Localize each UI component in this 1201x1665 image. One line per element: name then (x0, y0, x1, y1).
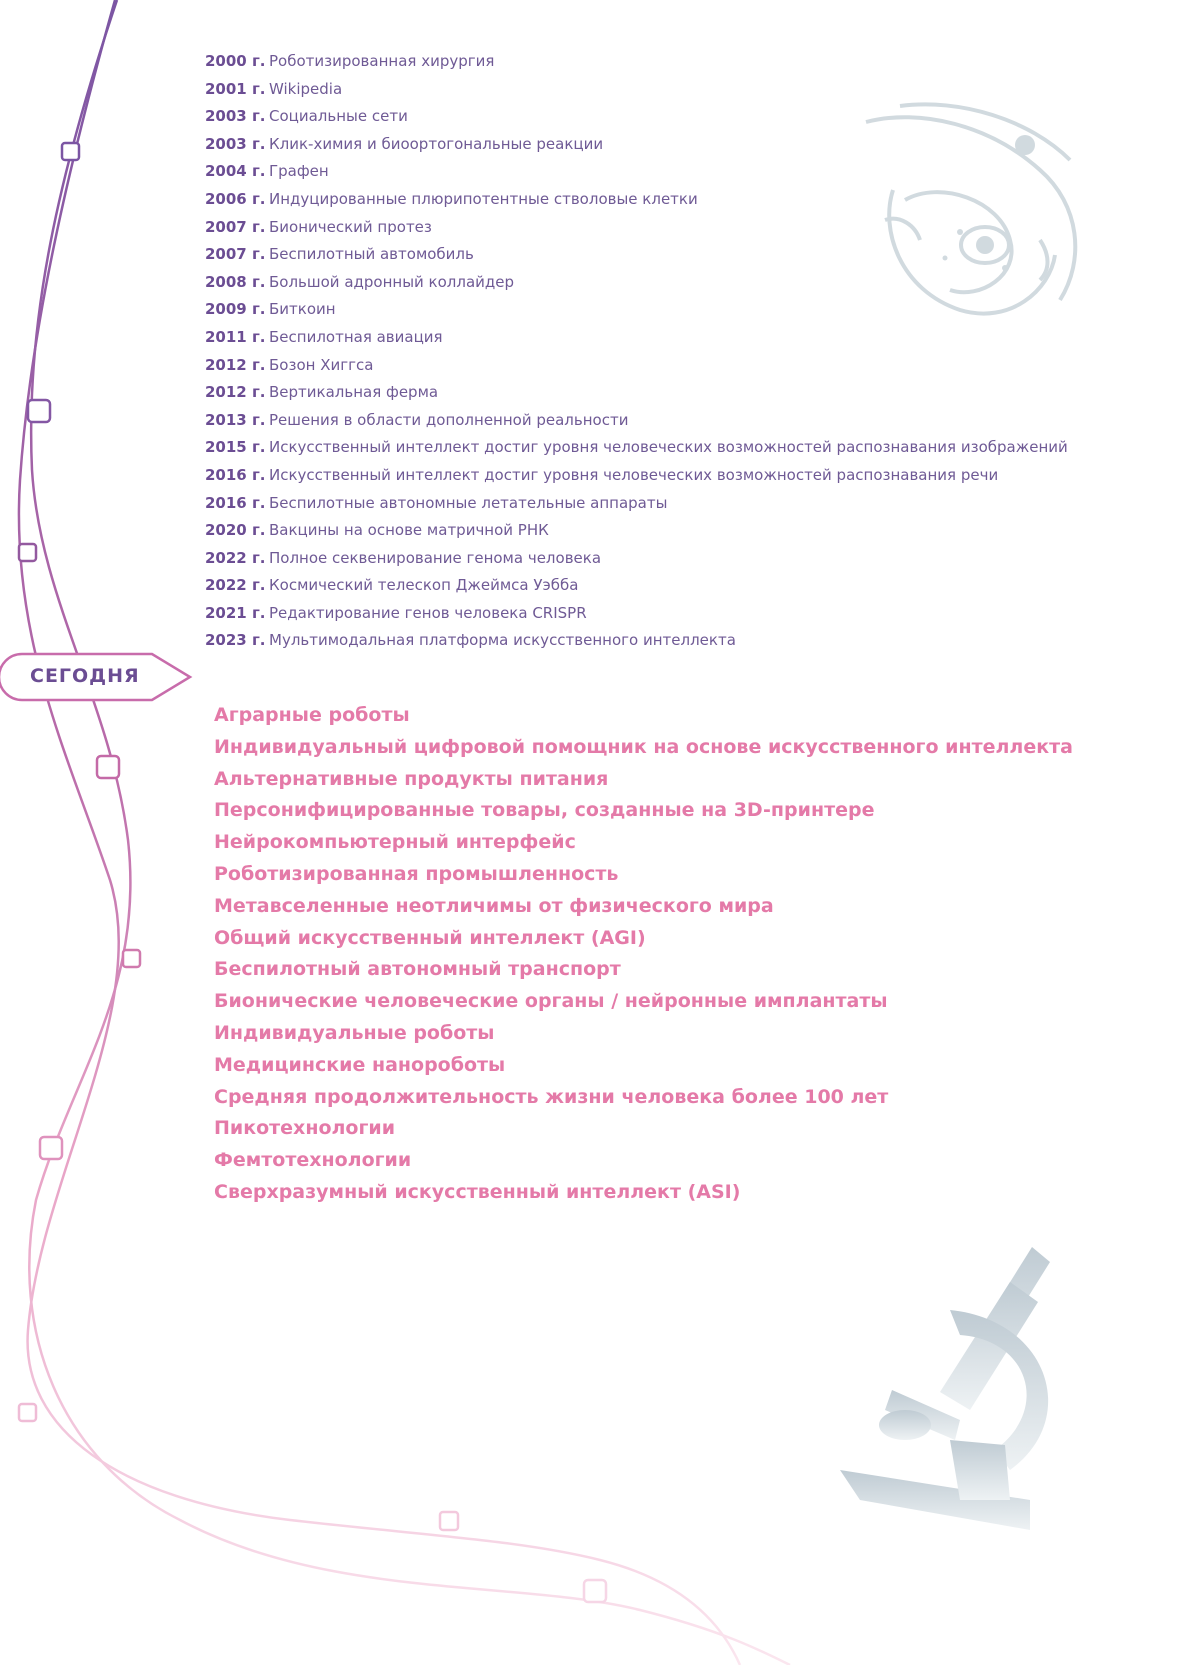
timeline-event: Графен (269, 162, 329, 181)
timeline-row (205, 490, 1105, 518)
future-item: Альтернативные продукты питания (214, 767, 609, 790)
timeline-row (205, 407, 1105, 435)
future-item: Пикотехнологии (214, 1117, 396, 1140)
timeline-event: Искусственный интеллект достиг уровня человеческих возможностей распознавания изображений (269, 438, 1068, 457)
timeline-row (205, 627, 1105, 655)
future-item: Индивидуальные роботы (214, 1021, 495, 1044)
microscope-illustration (840, 1247, 1050, 1530)
timeline-row (205, 600, 1105, 628)
future-item: Аграрные роботы (214, 704, 410, 726)
timeline-event: Мультимодальная платформа искусственного интеллекта (269, 631, 736, 650)
timeline-year: 2003 г. (205, 134, 266, 153)
timeline-event: Бозон Хиггса (269, 355, 374, 374)
past-timeline (205, 48, 1105, 655)
future-item: Средняя продолжительность жизни человека более 100 лет (214, 1085, 889, 1108)
timeline-event: Wikipedia (269, 79, 343, 98)
timeline-year: 2008 г. (205, 272, 266, 291)
timeline-year: 2022 г. (205, 576, 266, 595)
timeline-event: Полное секвенирование генома человека (269, 548, 602, 567)
timeline-event: Социальные сети (269, 107, 408, 126)
timeline-event: Вертикальная ферма (269, 383, 439, 402)
timeline-row (205, 269, 1105, 297)
timeline-row (205, 214, 1105, 242)
future-item: Персонифицированные товары, созданные на 3D-принтере (214, 799, 875, 822)
timeline-year: 2000 г. (205, 52, 266, 70)
timeline-year: 2020 г. (205, 521, 266, 540)
timeline-year: 2011 г. (205, 327, 266, 346)
timeline-row (205, 103, 1105, 131)
timeline-row (205, 241, 1105, 269)
timeline-row (205, 434, 1105, 462)
timeline-year: 2013 г. (205, 410, 266, 429)
timeline-event: Решения в области дополненной реальности (269, 410, 629, 429)
timeline-row (205, 76, 1105, 104)
timeline-year: 2004 г. (205, 162, 266, 181)
timeline-event: Роботизированная хирургия (269, 52, 495, 70)
timeline-row (205, 186, 1105, 214)
timeline-event: Беспилотные автономные летательные аппараты (269, 493, 668, 512)
timeline-year: 2023 г. (205, 631, 266, 650)
future-item: Общий искусственный интеллект (AGI) (214, 926, 646, 949)
today-badge: СЕГОДНЯ (30, 665, 140, 687)
future-item: Беспилотный автономный транспорт (214, 958, 621, 981)
timeline-event: Бионический протез (269, 217, 432, 236)
timeline-event: Космический телескоп Джеймса Уэбба (269, 576, 579, 595)
timeline-year: 2006 г. (205, 189, 266, 208)
timeline-event: Клик-химия и биоортогональные реакции (269, 134, 604, 153)
future-item: Фемтотехнологии (214, 1149, 412, 1172)
future-item: Роботизированная промышленность (214, 862, 619, 885)
timeline-year: 2009 г. (205, 300, 266, 319)
future-item: Метавселенные неотличимы от физического мира (214, 894, 774, 917)
timeline-year: 2003 г. (205, 107, 266, 126)
future-item: Сверхразумный искусственный интеллект (ASI) (214, 1180, 741, 1203)
timeline-event: Искусственный интеллект достиг уровня человеческих возможностей распознавания речи (269, 465, 999, 484)
timeline-year: 2015 г. (205, 438, 266, 457)
timeline-row (205, 48, 1105, 76)
future-list (214, 700, 1114, 1209)
timeline-event: Индуцированные плюрипотентные стволовые клетки (269, 189, 698, 208)
timeline-row (205, 379, 1105, 407)
future-item: Бионические человеческие органы / нейронные имплантаты (214, 990, 888, 1013)
timeline-year: 2016 г. (205, 493, 266, 512)
timeline-row (205, 545, 1105, 573)
timeline-year: 2007 г. (205, 245, 266, 264)
future-item: Медицинские нанороботы (214, 1053, 506, 1076)
timeline-year: 2007 г. (205, 217, 266, 236)
timeline-row (205, 131, 1105, 159)
timeline-year: 2012 г. (205, 383, 266, 402)
timeline-year: 2016 г. (205, 465, 266, 484)
timeline-event: Беспилотная авиация (269, 327, 443, 346)
future-item: Индивидуальный цифровой помощник на основе искусственного интеллекта (214, 735, 1073, 758)
timeline-row (205, 296, 1105, 324)
timeline-row (205, 462, 1105, 490)
timeline-event: Беспилотный автомобиль (269, 245, 474, 264)
timeline-event: Вакцины на основе матричной РНК (269, 521, 549, 540)
timeline-row (205, 517, 1105, 545)
timeline-event: Редактирование генов человека CRISPR (269, 603, 587, 622)
future-item: Нейрокомпьютерный интерфейс (214, 831, 576, 854)
timeline-event: Большой адронный коллайдер (269, 272, 515, 291)
timeline-row (205, 324, 1105, 352)
timeline-row (205, 352, 1105, 380)
timeline-year: 2022 г. (205, 548, 266, 567)
timeline-year: 2021 г. (205, 603, 266, 622)
timeline-year: 2012 г. (205, 355, 266, 374)
timeline-row (205, 572, 1105, 600)
timeline-row (205, 158, 1105, 186)
timeline-year: 2001 г. (205, 79, 266, 98)
timeline-event: Биткоин (269, 300, 336, 319)
